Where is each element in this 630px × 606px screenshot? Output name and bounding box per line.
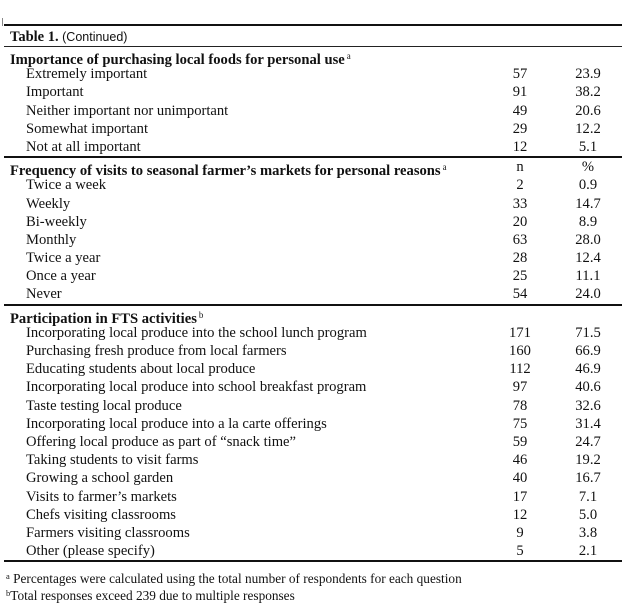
row-percent: 24.7 xyxy=(575,433,601,450)
row-percent: 7.1 xyxy=(578,488,598,505)
table-row xyxy=(4,102,622,120)
row-percent: 66.9 xyxy=(575,343,601,359)
table-row xyxy=(4,415,622,433)
margin-tick xyxy=(2,18,3,26)
table-row xyxy=(4,488,622,506)
row-percent: 40.6 xyxy=(575,379,601,396)
table-row xyxy=(4,231,622,249)
row-label: Farmers visiting classrooms xyxy=(26,524,190,541)
row-n: 29 xyxy=(512,120,528,137)
row-percent: 16.7 xyxy=(575,470,601,487)
table-row xyxy=(4,249,622,267)
row-percent: 32.6 xyxy=(575,397,601,414)
row-percent: 2.1 xyxy=(578,543,598,560)
footnote-mark: a xyxy=(442,162,447,173)
row-percent: 20.6 xyxy=(575,102,601,119)
row-label: Not at all important xyxy=(26,138,141,155)
row-n: 59 xyxy=(512,433,528,450)
row-label: Somewhat important xyxy=(26,120,149,137)
row-n: 63 xyxy=(512,231,528,248)
n-column-header: n xyxy=(516,159,524,176)
table-row xyxy=(4,542,622,560)
row-label: Growing a school garden xyxy=(26,470,174,487)
table-row xyxy=(4,83,622,101)
row-label: Important xyxy=(26,84,84,101)
row-percent: 5.0 xyxy=(578,506,598,523)
row-n: 160 xyxy=(509,343,531,359)
row-label: Other (please specify) xyxy=(26,543,155,560)
data-table xyxy=(4,24,622,562)
row-label: Offering local produce as part of “snack time” xyxy=(26,433,297,450)
row-n: 2 xyxy=(516,177,524,194)
row-label: Incorporating local produce into school breakfast program xyxy=(26,379,367,396)
caption-continued: (Continued) xyxy=(62,30,128,44)
table-row xyxy=(4,324,622,342)
row-label: Bi-weekly xyxy=(26,213,87,230)
table-row xyxy=(4,267,622,285)
row-n: 75 xyxy=(512,415,528,432)
n-column-header xyxy=(500,306,540,324)
row-n: 5 xyxy=(516,543,524,560)
row-percent: 12.2 xyxy=(575,120,601,137)
row-label: Visits to farmer’s markets xyxy=(26,488,177,505)
footnote-mark: a xyxy=(346,51,351,61)
row-label: Weekly xyxy=(26,195,71,212)
table-row xyxy=(4,285,622,303)
table-row xyxy=(4,469,622,487)
row-n: 91 xyxy=(512,84,528,101)
table-row xyxy=(4,342,622,360)
row-label: Never xyxy=(26,286,62,303)
section-title-text: Importance of purchasing local foods for personal use xyxy=(10,52,345,68)
percent-column-header: % xyxy=(581,159,595,176)
table-row xyxy=(4,360,622,378)
section-title-text: Participation in FTS activities xyxy=(10,310,197,327)
row-label: Extremely important xyxy=(26,66,148,83)
footnote-mark: a xyxy=(6,571,10,581)
section-rule xyxy=(4,560,622,562)
table-section xyxy=(4,47,622,156)
row-label: Incorporating local produce into the school lunch program xyxy=(26,324,367,341)
row-label: Neither important nor unimportant xyxy=(26,102,229,119)
row-label: Once a year xyxy=(26,268,96,285)
footnote-text: Total responses exceed 239 due to multiple responses xyxy=(10,588,295,603)
row-label: Twice a year xyxy=(26,250,101,267)
row-n: 49 xyxy=(512,102,528,119)
table-caption xyxy=(4,26,622,46)
n-column-header xyxy=(500,47,540,65)
table-row xyxy=(4,176,622,194)
row-percent: 23.9 xyxy=(575,66,601,83)
table-row xyxy=(4,506,622,524)
row-label: Monthly xyxy=(26,231,77,248)
section-title xyxy=(4,306,500,327)
row-percent: 14.7 xyxy=(575,195,601,212)
row-percent: 11.1 xyxy=(575,268,601,285)
row-n: 57 xyxy=(512,66,528,83)
row-n: 12 xyxy=(512,138,528,155)
row-label: Incorporating local produce into a la carte offerings xyxy=(26,415,327,432)
row-percent: 46.9 xyxy=(575,361,601,378)
row-percent: 24.0 xyxy=(575,286,601,303)
row-label: Taking students to visit farms xyxy=(26,452,199,469)
footnote-a xyxy=(4,568,622,585)
caption-label: Table 1. xyxy=(10,29,59,45)
table-row xyxy=(4,524,622,542)
row-percent: 19.2 xyxy=(575,452,601,469)
table-row xyxy=(4,138,622,156)
row-n: 9 xyxy=(516,524,524,541)
row-n: 25 xyxy=(512,268,528,285)
row-percent: 28.0 xyxy=(575,231,601,248)
row-percent: 0.9 xyxy=(578,177,598,194)
row-n: 78 xyxy=(512,397,528,414)
row-n: 112 xyxy=(509,361,531,378)
section-header xyxy=(4,47,622,68)
row-n: 97 xyxy=(512,379,528,396)
table-row xyxy=(4,378,622,396)
table-row xyxy=(4,120,622,138)
percent-column-header xyxy=(566,306,610,324)
table-row xyxy=(4,451,622,469)
row-n: 46 xyxy=(512,452,528,469)
footnotes xyxy=(4,568,622,602)
row-percent: 5.1 xyxy=(578,138,598,155)
footnote-mark: b xyxy=(6,588,11,598)
footnote-b xyxy=(4,585,622,602)
row-n: 17 xyxy=(512,488,528,505)
table-row xyxy=(4,433,622,451)
row-n: 54 xyxy=(512,286,528,303)
percent-column-header xyxy=(566,47,610,65)
section-title xyxy=(4,158,500,180)
row-label: Purchasing fresh produce from local farmers xyxy=(26,343,287,359)
row-n: 171 xyxy=(509,324,531,341)
row-percent: 8.9 xyxy=(578,213,598,230)
footnote-text: Percentages were calculated using the total number of respondents for each question xyxy=(13,571,462,586)
table-row xyxy=(4,213,622,231)
row-label: Twice a week xyxy=(26,177,107,194)
footnote-mark: b xyxy=(198,309,204,320)
table-row xyxy=(4,65,622,83)
table-row xyxy=(4,195,622,213)
section-title xyxy=(4,47,500,68)
section-header xyxy=(4,306,622,327)
row-percent: 3.8 xyxy=(578,524,598,541)
row-n: 20 xyxy=(512,213,528,230)
row-n: 40 xyxy=(512,470,528,487)
row-n: 12 xyxy=(512,506,528,523)
table-row xyxy=(4,397,622,415)
row-label: Educating students about local produce xyxy=(26,361,256,378)
row-percent: 12.4 xyxy=(575,250,601,267)
row-percent: 71.5 xyxy=(575,324,601,341)
row-percent: 31.4 xyxy=(575,415,601,432)
row-percent: 38.2 xyxy=(575,84,601,101)
row-label: Chefs visiting classrooms xyxy=(26,506,176,523)
row-label: Taste testing local produce xyxy=(26,397,182,414)
row-n: 33 xyxy=(512,195,528,212)
table-section xyxy=(4,306,622,561)
row-n: 28 xyxy=(512,250,528,267)
section-header xyxy=(4,158,622,180)
table-section xyxy=(4,158,622,304)
section-title-text: Frequency of visits to seasonal farmer’s markets for personal reasons xyxy=(10,163,441,180)
